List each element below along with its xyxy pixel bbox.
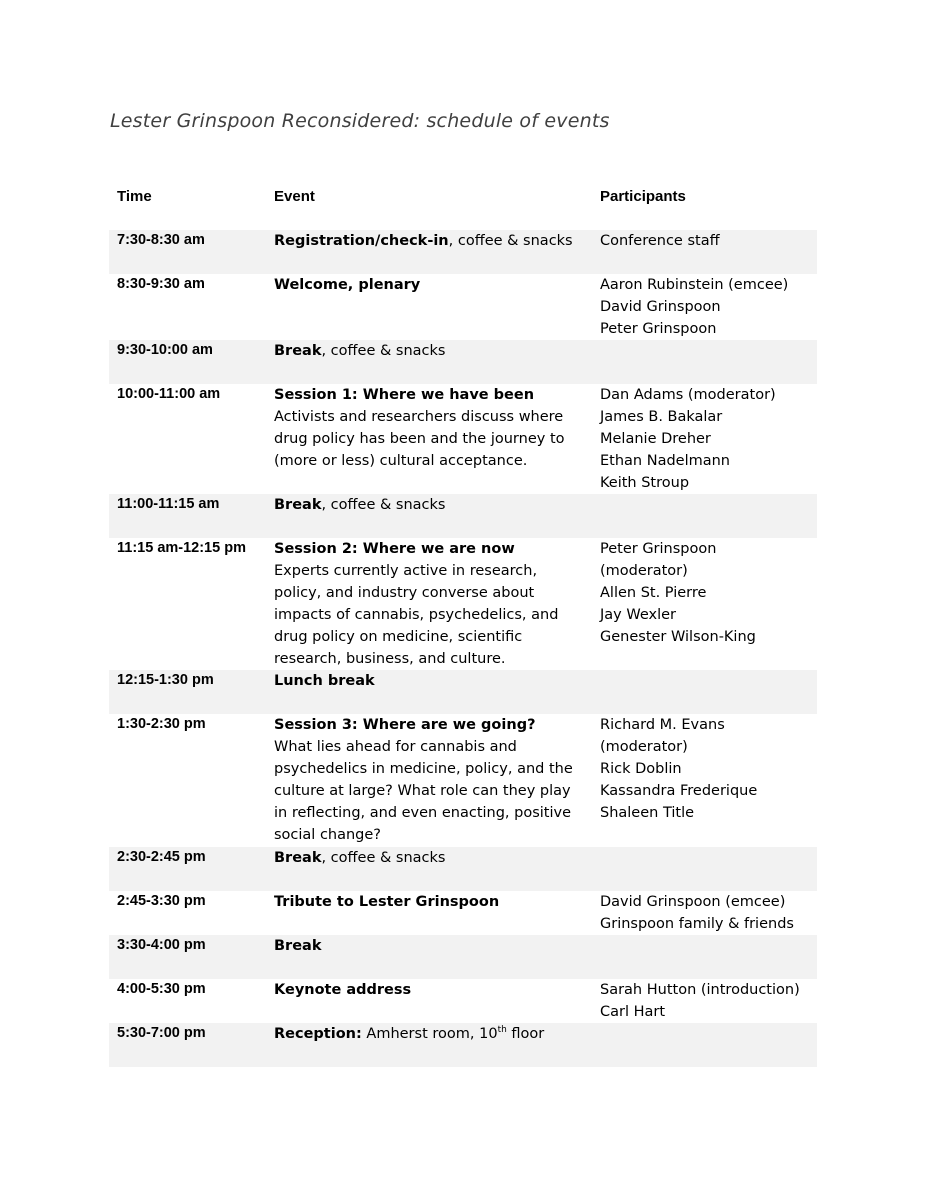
row-time: 8:30-9:30 am: [117, 276, 205, 292]
event-title: Break: [274, 497, 322, 513]
row-event: [274, 935, 584, 957]
participant: Kassandra Frederique: [600, 783, 758, 799]
table-row: [109, 847, 817, 891]
event-title: Break: [274, 938, 322, 954]
event-extra: Amherst room, 10: [361, 1026, 498, 1042]
header-participants: Participants: [600, 188, 686, 205]
row-event: [274, 847, 584, 869]
row-participants: [600, 979, 820, 1023]
row-time: 1:30-2:30 pm: [117, 716, 206, 732]
event-extra: , coffee & snacks: [448, 233, 573, 249]
event-extra: , coffee & snacks: [321, 850, 446, 866]
row-time: 9:30-10:00 am: [117, 342, 213, 358]
table-row: [109, 670, 817, 714]
event-extra: , coffee & snacks: [321, 343, 446, 359]
participant: David Grinspoon (emcee): [600, 894, 786, 910]
table-row: [109, 274, 817, 340]
row-participants: [600, 230, 820, 252]
participant: Conference staff: [600, 233, 720, 249]
row-time: 2:30-2:45 pm: [117, 849, 206, 865]
participant: Ethan Nadelmann: [600, 453, 730, 469]
event-title: Keynote address: [274, 982, 412, 998]
header-time: Time: [117, 188, 152, 205]
event-description: What lies ahead for cannabis and psychedelics in medicine, policy, and the culture at large? What role can they play in reflecting, and even enacting, positive social change?: [274, 739, 573, 843]
event-extra-end: floor: [506, 1026, 545, 1042]
participant: Peter Grinspoon: [600, 321, 717, 337]
event-title: Welcome, plenary: [274, 277, 421, 293]
participant: Genester Wilson-King: [600, 629, 756, 645]
row-time: 4:00-5:30 pm: [117, 981, 206, 997]
row-participants: [600, 274, 820, 340]
row-event: [274, 714, 584, 846]
table-row: [109, 714, 817, 847]
schedule-table: [109, 180, 817, 1067]
table-row: [109, 935, 817, 979]
page-title: Lester Grinspoon Reconsidered: schedule of events: [110, 110, 610, 132]
table-row: [109, 538, 817, 670]
row-event: [274, 979, 584, 1001]
participant: Melanie Dreher: [600, 431, 711, 447]
event-title: Break: [274, 850, 322, 866]
row-time: 7:30-8:30 am: [117, 232, 205, 248]
participant: Shaleen Title: [600, 805, 695, 821]
row-participants: [600, 384, 820, 494]
event-title: Session 3: Where are we going?: [274, 717, 536, 733]
row-event: [274, 891, 584, 913]
table-row: [109, 891, 817, 935]
table-header: [109, 180, 817, 230]
event-title: Session 2: Where we are now: [274, 541, 515, 557]
event-title: Tribute to Lester Grinspoon: [274, 894, 500, 910]
event-title: Registration/check-in: [274, 233, 449, 249]
participant: David Grinspoon: [600, 299, 721, 315]
participant: Grinspoon family & friends: [600, 916, 794, 932]
event-title: Reception:: [274, 1026, 362, 1042]
row-time: 12:15-1:30 pm: [117, 672, 214, 688]
participant: Richard M. Evans: [600, 717, 725, 733]
event-title: Break: [274, 343, 322, 359]
row-time: 11:00-11:15 am: [117, 496, 220, 512]
row-event: [274, 384, 584, 472]
event-extra: , coffee & snacks: [321, 497, 446, 513]
participant: Rick Doblin: [600, 761, 682, 777]
participant: (moderator): [600, 563, 688, 579]
participant: Aaron Rubinstein (emcee): [600, 277, 789, 293]
ordinal-suffix: th: [497, 1025, 507, 1036]
row-event: [274, 340, 584, 362]
event-title: Lunch break: [274, 673, 375, 689]
participant: Keith Stroup: [600, 475, 690, 491]
row-time: 5:30-7:00 pm: [117, 1025, 206, 1041]
table-row: [109, 230, 817, 274]
participant: Jay Wexler: [600, 607, 676, 623]
row-time: 2:45-3:30 pm: [117, 893, 206, 909]
row-participants: [600, 891, 820, 935]
row-time: 3:30-4:00 pm: [117, 937, 206, 953]
row-participants: [600, 714, 820, 824]
row-event: [274, 538, 584, 670]
row-event: [274, 230, 584, 252]
participant: James B. Bakalar: [600, 409, 723, 425]
row-event: [274, 1023, 584, 1045]
header-event: Event: [274, 188, 315, 205]
table-row: [109, 494, 817, 538]
event-title: Session 1: Where we have been: [274, 387, 535, 403]
participant: Allen St. Pierre: [600, 585, 707, 601]
row-event: [274, 670, 584, 692]
table-row: [109, 384, 817, 494]
participant: Peter Grinspoon: [600, 541, 717, 557]
event-description: Experts currently active in research, policy, and industry converse about impacts of cannabis, psychedelics, and drug policy on medicine, scientific research, business, and culture.: [274, 563, 559, 667]
row-event: [274, 274, 584, 296]
row-event: [274, 494, 584, 516]
participant: Sarah Hutton (introduction): [600, 982, 800, 998]
event-description: Activists and researchers discuss where drug policy has been and the journey to (more or less) cultural acceptance.: [274, 409, 565, 469]
participant: Dan Adams (moderator): [600, 387, 776, 403]
table-row: [109, 340, 817, 384]
table-row: [109, 1023, 817, 1067]
participant: (moderator): [600, 739, 688, 755]
row-participants: [600, 538, 820, 648]
row-time: 11:15 am-12:15 pm: [117, 540, 246, 556]
participant: Carl Hart: [600, 1004, 666, 1020]
table-row: [109, 979, 817, 1023]
row-time: 10:00-11:00 am: [117, 386, 221, 402]
